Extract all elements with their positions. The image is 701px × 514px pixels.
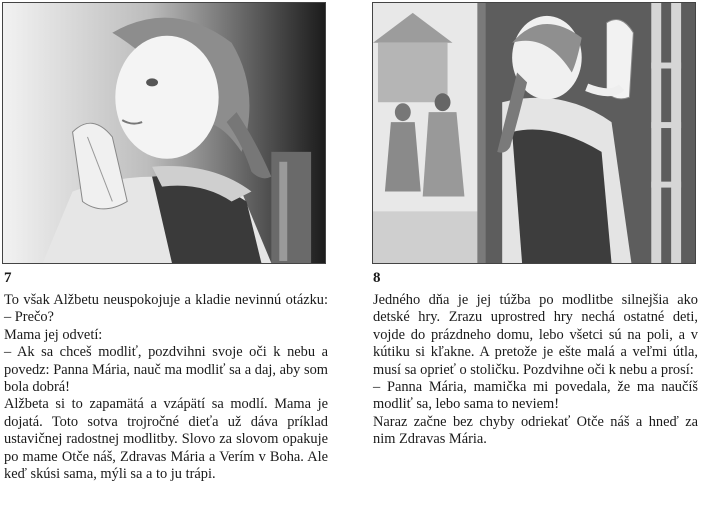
caption-text-8 (373, 292, 698, 449)
girl-kneeling-illustration (373, 3, 695, 263)
caption-text-7 (4, 292, 328, 483)
paragraph: – Panna Mária, mamička mi povedala, že ma naučíš modliť sa, lebo sama to neviem! (373, 379, 698, 413)
illustration-8 (372, 2, 696, 264)
paragraph: Jedného dňa je jej túžba po modlitbe silnejšia ako detské hry. Zrazu uprostred hry nechá ostatné deti, vojde do prázdneho domu, lebo všetci sú na poli, a v kútiku si kľakne. A pretože je ešte malá a veľmi útla, musí sa oprieť o stoličku. Pozdvihne oči k nebu a prosí: (373, 292, 698, 378)
paragraph: Naraz začne bez chyby odriekať Otče náš a hneď za nim Zdravas Mária. (373, 413, 698, 448)
panel-number: 7 (4, 270, 12, 286)
paragraph: To však Alžbetu neuspokojuje a kladie nevinnú otázku: – Prečo? (4, 292, 328, 326)
illustration-7 (2, 2, 326, 264)
paragraph: Alžbeta si to zapamätá a vzápätí sa modlí. Mama je dojatá. Toto sotva trojročné dieťa už dáva príklad ustavičnej radostnej modlitby. Slovo za slovom opakuje po mame Otče náš, Zdravas Mária a Verím v Boha. Ale keď skúsi sama, mýli sa a to ju trápi. (4, 396, 328, 483)
paragraph: – Ak sa chceš modliť, pozdvihni svoje oči k nebu a povedz: Panna Mária, nauč ma modliť sa a daj, aby som bola dobrá! (4, 344, 328, 396)
panel-number: 8 (373, 270, 381, 286)
girl-praying-illustration (3, 3, 325, 263)
paragraph: Mama jej odvetí: (4, 326, 103, 343)
